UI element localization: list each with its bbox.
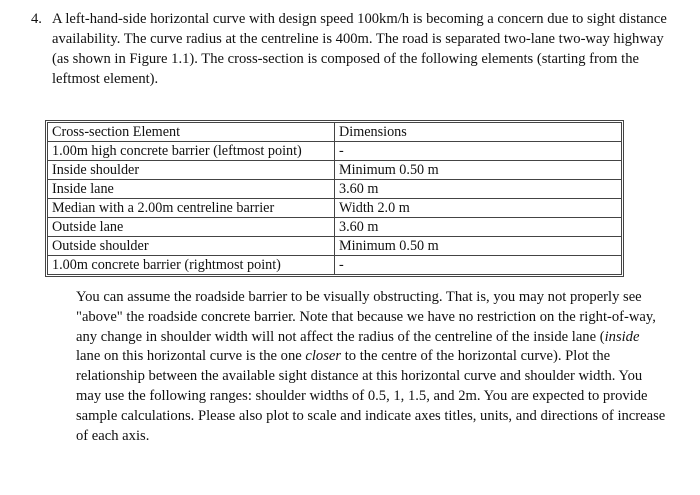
table-cell-dimension: 3.60 m: [335, 218, 622, 237]
table-cell-dimension: 3.60 m: [335, 180, 622, 199]
table-cell-element: Outside shoulder: [48, 237, 335, 256]
table-cell-element: Outside lane: [48, 218, 335, 237]
instructions-part-2: lane on this horizontal curve is the one: [76, 348, 306, 365]
table-cell-dimension: Minimum 0.50 m: [335, 237, 622, 256]
table-row: [48, 142, 622, 161]
table-cell-dimension: -: [335, 142, 622, 161]
table-row: [48, 256, 622, 275]
table-header-row: [48, 123, 622, 142]
table-row: [48, 161, 622, 180]
question-number: 4.: [31, 11, 42, 27]
table-row: [48, 237, 622, 256]
table-cell-element: 1.00m high concrete barrier (leftmost point): [48, 142, 335, 161]
table-cell-dimension: -: [335, 256, 622, 275]
instructions-text: [76, 288, 666, 446]
table-cell-element: Inside lane: [48, 180, 335, 199]
table-cell-element: Inside shoulder: [48, 161, 335, 180]
table-row: [48, 199, 622, 218]
emphasis-closer: closer: [305, 348, 342, 365]
instructions-part-3: to the centre of the horizontal curve). Plot the relationship between the available sight distance at this horizontal curve and shoulder width. You may use the following ranges: shoulder widths of 0.5, 1, 1.5, and 2m. You are expected to provide sample calculations. Please also plot to scale and indicate axes titles, units, and directions of increase of each axis.: [76, 348, 666, 444]
cross-section-table: [47, 122, 622, 275]
header-dimensions: Dimensions: [335, 123, 622, 142]
instructions-part-1: You can assume the roadside barrier to be visually obstructing. That is, you may not properly see "above" the roadside concrete barrier. Note that because we have no restriction on the right-of-way, any change in shoulder width will not affect the radius of the centreline of the inside lane (: [76, 289, 656, 345]
table-row: [48, 218, 622, 237]
header-cross-section-element: Cross-section Element: [48, 123, 335, 142]
emphasis-inside: inside: [604, 328, 640, 345]
table-cell-dimension: Minimum 0.50 m: [335, 161, 622, 180]
question-block: [31, 9, 671, 89]
question-intro: A left-hand-side horizontal curve with design speed 100km/h is becoming a concern due to sight distance availability. The curve radius at the centreline is 400m. The road is separated two-lane two-way highway (as shown in Figure 1.1). The cross-section is composed of the following elements (starting from the leftmost element).: [52, 11, 667, 87]
table-cell-element: 1.00m concrete barrier (rightmost point): [48, 256, 335, 275]
table-row: [48, 180, 622, 199]
instructions-paragraph: [76, 288, 666, 446]
table-cell-dimension: Width 2.0 m: [335, 199, 622, 218]
table-cell-element: Median with a 2.00m centreline barrier: [48, 199, 335, 218]
